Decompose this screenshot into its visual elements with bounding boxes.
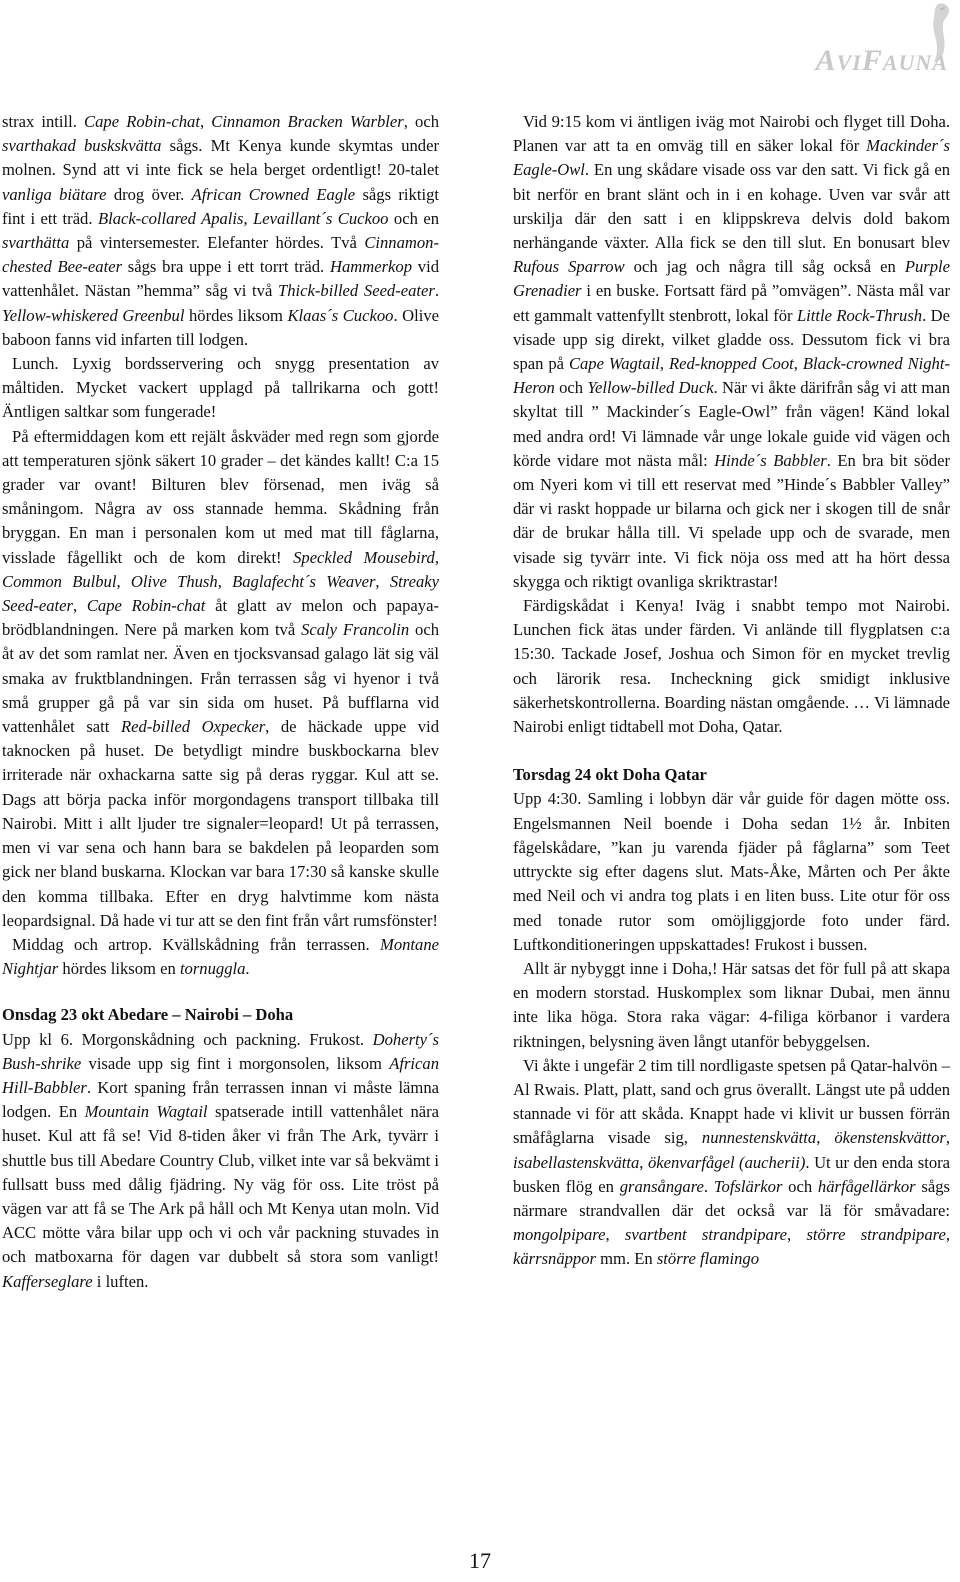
right-paragraph-5: Vi åkte i ungefär 2 tim till nordligaste spetsen på Qatar-halvön – Al Rwais. Platt, platt, sand och grus överallt. Längst ute på udden stannade vi för att skåda. Knappt hade vi klivit ur bussen förrän småfåglarna visade sig, nunnestenskvätta, ökenstenskvättor, isabellastenskvätta, ökenvarfågel (aucherii). Ut ur den enda stora busken flög en gransångare. Tofslärkor och härfågellärkor sågs närmare strandvallen där det också var lä för småvadare: mongolpipare, svartbent strandpipare, större strandpipare, kärrsnäppor mm. En större flamingo bbox=[513, 1055, 951, 1269]
left-paragraph-5: Upp kl 6. Morgonskådning och packning. Frukost. Doherty´s Bush-shrike visade upp sig fint i morgonsolen, liksom African Hill-Babbler. Kort spaning från terrassen innan vi måste lämna lodgen. En Mountain Wagtail spatserade intill vattenhålet nära huset. Kul att få se! Vid 8-tiden åker vi från The Ark, tyvärr i shuttle bus till Abedare Country Club, vilket inte var så bekvämt i fullsatt buss med dålig fjädring. Ny väg för oss. Lite tröst på vägen var att få se The Ark på håll och Mt Kenya utan moln. Vid ACC mötte våra bilar upp och vi och vår packning stuvades in och matboxarna för dagen var dubbelt så stora som vanligt! Kafferseglare i luften. bbox=[2, 1029, 439, 1291]
right-paragraph-2: Färdigskådat i Kenya! Iväg i snabbt tempo mot Nairobi. Lunchen fick ätas under färden. Vi anlände till flygplatsen c:a 15:30. Tackade Josef, Joshua och Simon för en mycket trevlig och lärorik resa. Incheckning gick smidigt inklusive säkerhetskontrollerna. Boarding nästan omgående. … Vi lämnade Nairobi enligt tidtabell mot Doha, Qatar. bbox=[513, 596, 950, 737]
left-paragraph-1: strax intill. Cape Robin-chat, Cinnamon Bracken Warbler, och svarthakad buskskvätta sågs. Mt Kenya kunde skymtas under molnen. Synd att vi inte fick se hela berget ordentligt! 20-talet vanliga biätare drog över. African Crowned Eagle sågs riktigt fint i ett träd. Black-collared Apalis, Levaillant´s Cuckoo och en svarthätta på vintersemester. Elefanter hördes. Två Cinnamon-chested Bee-eater sågs bra uppe i ett torrt träd. Hammerkop vid vattenhålet. Nästan ”hemma” såg vi två Thick-billed Seed-eater. Yellow-whiskered Greenbul hördes liksom Klaas´s Cuckoo. Olive baboon fanns vid infarten till lodgen. bbox=[2, 112, 440, 349]
heading-torsdag: Torsdag 24 okt Doha Qatar bbox=[513, 765, 707, 785]
right-column bbox=[513, 110, 950, 1272]
heading-onsdag: Onsdag 23 okt Abedare – Nairobi – Doha bbox=[2, 1005, 294, 1025]
right-paragraph-4: Allt är nybyggt inne i Doha,! Här satsas det för full på att skapa en modern storstad. Huskomplex som liknar Dubai, men ännu inte lika höga. Stora raka vägar: 4-filiga körbanor i vardera riktningen, belysning även långt utanför bebyggelsen. bbox=[513, 958, 950, 1051]
left-paragraph-4: Middag och artrop. Kvällskådning från terrassen. Montane Nightjar hördes liksom en tornuggla. bbox=[2, 934, 439, 979]
avifauna-logo: AVIFAUNA bbox=[815, 44, 948, 77]
right-paragraph-3: Upp 4:30. Samling i lobbyn där vår guide för dagen mötte oss. Engelsmannen Neil boende i Doha sedan 1½ år. Inbiten fågelskådare, ”kan ju varenda fjäder på fåglarna” som Teet uttryckte sig efter dagens slut. Mats-Åke, Mårten och Per åkte med Neil och vi andra tog plats i en liten buss. Lite otur för oss med tonade rutor som omöjliggjorde foto under färd. Luftkonditioneringen uppskattades! Frukost i bussen. bbox=[513, 789, 950, 954]
right-paragraph-1: Vid 9:15 kom vi äntligen iväg mot Nairobi och flyget till Doha. Planen var att ta en omväg till en säker lokal för Mackinder´s Eagle-Owl. En ung skådare visade oss var den satt. Vi fick gå en bit nerför en brant slänt och in i en kohage. Uven var svår att urskilja där den satt i en klippskreva delvis dold bakom nerhängande växter. Alla fick se den till slut. En bonusart blev Rufous Sparrow och jag och några till såg också en Purple Grenadier i en buske. Fortsatt färd på ”omvägen”. Nästa mål var ett gammalt vattenfyllt stenbrott, lokal för Little Rock-Thrush. De visade upp sig direkt, vilket gladde oss. Dessutom fick vi bra span på Cape Wagtail, Red-knopped Coot, Black-crowned Night-Heron och Yellow-billed Duck. När vi åkte därifrån såg vi att man skyltat till ” Mackinder´s Eagle-Owl” från vägen! Känd lokal med andra ord! Vi lämnade vår unge lokale guide vid vägen och körde vidare mot nästa mål: Hinde´s Babbler. En bra bit söder om Nyeri kom vi till ett reservat med ”Hinde´s Babbler Valley” där vi raskt hoppade ur bilarna och gick ner i skogen till de snår där de brukar hålla till. Vi spelade upp och de svarade, men visade sig tyvärr inte. Vi fick nöja oss med att ha hört dessa skygga och riktigt ovanliga skriktrastar! bbox=[513, 112, 951, 591]
left-paragraph-2: Lunch. Lyxig bordsservering och snygg presentation av måltiden. Mycket vackert upplagd på tallrikarna och gott! Äntligen saltkar som fungerade! bbox=[2, 354, 439, 422]
left-column bbox=[2, 110, 439, 1294]
page-number: 17 bbox=[469, 1548, 491, 1573]
left-paragraph-3: På eftermiddagen kom ett rejält åskväder med regn som gjorde att temperaturen sjönk säkert 10 grader – det kändes kallt! C:a 15 grader var ovant! Bilturen blev försenad, men iväg så småningom. Några av oss stannade hemma. Skådning från bryggan. En man i personalen kom ut med mat till fåglarna, visslade fågellikt och de kom direkt! Speckled Mousebird, Common Bulbul, Olive Thush, Baglafecht´s Weaver, Streaky Seed-eater, Cape Robin-chat åt glatt av melon och papaya-brödblandningen. Nere på marken kom två Scaly Francolin och åt av det som ramlat ner. Även en tjocksvansad galago lät sig väl smaka av fruktblandningen. Från terrassen såg vi hyenor i två små grupper gå på var sin sida om huset. På bufflarna vid vattenhålet satt Red-billed Oxpecker, de häckade uppe vid taknocken på huset. De betydligt mindre buskbockarna blev irriterade när oxhackarna satte sig på deras ryggar. Kul att se. Dags att börja packa inför morgondagens transport tillbaka till Nairobi. Mitt i allt ljuder tre signaler=leopard! Ut på terrassen, men vi var sena och hann bara se bakdelen på leoparden som gick ner bland buskarna. Klockan var bara 17:30 så kanske skulle den komma tillbaka. Efter en dryg halvtimme kom nästa leopardsignal. Då hade vi tur att se den fint från vårt rumsfönster! bbox=[2, 426, 440, 930]
